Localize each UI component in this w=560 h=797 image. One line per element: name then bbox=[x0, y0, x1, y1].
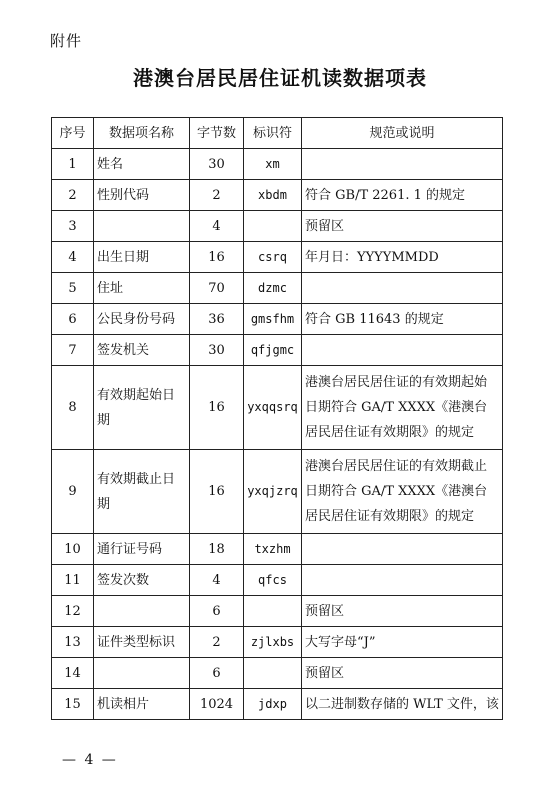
table-header-row bbox=[52, 118, 503, 149]
cell-item-name: 证件类型标识 bbox=[94, 627, 190, 658]
table-row bbox=[52, 534, 503, 565]
cell-item-name: 签发次数 bbox=[94, 565, 190, 596]
cell-bytes: 30 bbox=[190, 149, 244, 180]
cell-bytes: 70 bbox=[190, 273, 244, 304]
table-row bbox=[52, 596, 503, 627]
cell-note: 符合 GB 11643 的规定 bbox=[302, 304, 503, 335]
cell-bytes: 2 bbox=[190, 180, 244, 211]
column-header-id: 标识符 bbox=[244, 118, 302, 149]
cell-identifier: yxqqsrq bbox=[244, 366, 302, 450]
page-title: 港澳台居民居住证机读数据项表 bbox=[133, 66, 427, 90]
cell-bytes: 18 bbox=[190, 534, 244, 565]
cell-note: 港澳台居民居住证的有效期截止日期符合 GA/T XXXX《港澳台居民居住证有效期限》的规定 bbox=[302, 450, 503, 534]
cell-bytes: 4 bbox=[190, 565, 244, 596]
column-header-seq: 序号 bbox=[52, 118, 94, 149]
cell-note bbox=[302, 273, 503, 304]
cell-note: 港澳台居民居住证的有效期起始日期符合 GA/T XXXX《港澳台居民居住证有效期限》的规定 bbox=[302, 366, 503, 450]
cell-note: 符合 GB/T 2261. 1 的规定 bbox=[302, 180, 503, 211]
cell-seq: 14 bbox=[52, 658, 94, 689]
cell-bytes: 6 bbox=[190, 596, 244, 627]
cell-item-name bbox=[94, 658, 190, 689]
cell-identifier: yxqjzrq bbox=[244, 450, 302, 534]
cell-identifier bbox=[244, 596, 302, 627]
cell-identifier: csrq bbox=[244, 242, 302, 273]
cell-item-name: 姓名 bbox=[94, 149, 190, 180]
cell-bytes: 6 bbox=[190, 658, 244, 689]
cell-item-name: 性别代码 bbox=[94, 180, 190, 211]
table-row bbox=[52, 149, 503, 180]
cell-note: 年月日：YYYYMMDD bbox=[302, 242, 503, 273]
column-header-note: 规范或说明 bbox=[302, 118, 503, 149]
cell-identifier: gmsfhm bbox=[244, 304, 302, 335]
cell-identifier: xm bbox=[244, 149, 302, 180]
table-row bbox=[52, 335, 503, 366]
cell-bytes: 16 bbox=[190, 450, 244, 534]
cell-seq: 5 bbox=[52, 273, 94, 304]
cell-seq: 3 bbox=[52, 211, 94, 242]
column-header-bytes: 字节数 bbox=[190, 118, 244, 149]
table-row bbox=[52, 180, 503, 211]
cell-bytes: 30 bbox=[190, 335, 244, 366]
cell-identifier: qfjgmc bbox=[244, 335, 302, 366]
cell-bytes: 2 bbox=[190, 627, 244, 658]
cell-identifier: xbdm bbox=[244, 180, 302, 211]
cell-note: 预留区 bbox=[302, 658, 503, 689]
cell-note: 预留区 bbox=[302, 596, 503, 627]
cell-seq: 12 bbox=[52, 596, 94, 627]
cell-item-name bbox=[94, 211, 190, 242]
cell-seq: 15 bbox=[52, 689, 94, 720]
cell-identifier bbox=[244, 211, 302, 242]
cell-note: 以二进制数存储的 WLT 文件，该 bbox=[302, 689, 503, 720]
cell-seq: 8 bbox=[52, 366, 94, 450]
cell-item-name: 通行证号码 bbox=[94, 534, 190, 565]
cell-bytes: 4 bbox=[190, 211, 244, 242]
data-item-table bbox=[51, 117, 503, 720]
cell-bytes: 16 bbox=[190, 242, 244, 273]
cell-identifier: jdxp bbox=[244, 689, 302, 720]
table-row bbox=[52, 627, 503, 658]
table-row bbox=[52, 658, 503, 689]
cell-item-name: 签发机关 bbox=[94, 335, 190, 366]
cell-item-name: 住址 bbox=[94, 273, 190, 304]
table-row bbox=[52, 565, 503, 596]
table-row bbox=[52, 689, 503, 720]
cell-seq: 4 bbox=[52, 242, 94, 273]
cell-identifier: txzhm bbox=[244, 534, 302, 565]
cell-bytes: 36 bbox=[190, 304, 244, 335]
table-row bbox=[52, 211, 503, 242]
cell-note: 预留区 bbox=[302, 211, 503, 242]
page-number: — 4 — bbox=[62, 752, 118, 768]
table-body bbox=[52, 149, 503, 720]
cell-identifier: qfcs bbox=[244, 565, 302, 596]
cell-seq: 1 bbox=[52, 149, 94, 180]
cell-seq: 11 bbox=[52, 565, 94, 596]
cell-item-name: 有效期截止日期 bbox=[94, 450, 190, 534]
cell-identifier: dzmc bbox=[244, 273, 302, 304]
table-row bbox=[52, 273, 503, 304]
cell-seq: 7 bbox=[52, 335, 94, 366]
cell-identifier: zjlxbs bbox=[244, 627, 302, 658]
cell-seq: 6 bbox=[52, 304, 94, 335]
table-row bbox=[52, 366, 503, 450]
column-header-name: 数据项名称 bbox=[94, 118, 190, 149]
table-row bbox=[52, 242, 503, 273]
cell-seq: 9 bbox=[52, 450, 94, 534]
cell-note bbox=[302, 335, 503, 366]
cell-note bbox=[302, 565, 503, 596]
cell-item-name: 出生日期 bbox=[94, 242, 190, 273]
cell-bytes: 16 bbox=[190, 366, 244, 450]
cell-seq: 13 bbox=[52, 627, 94, 658]
attachment-label: 附件 bbox=[50, 32, 83, 50]
cell-note bbox=[302, 534, 503, 565]
cell-note: 大写字母“J” bbox=[302, 627, 503, 658]
cell-item-name bbox=[94, 596, 190, 627]
cell-seq: 2 bbox=[52, 180, 94, 211]
table-row bbox=[52, 450, 503, 534]
cell-item-name: 有效期起始日期 bbox=[94, 366, 190, 450]
cell-identifier bbox=[244, 658, 302, 689]
cell-note bbox=[302, 149, 503, 180]
cell-bytes: 1024 bbox=[190, 689, 244, 720]
cell-item-name: 公民身份号码 bbox=[94, 304, 190, 335]
cell-seq: 10 bbox=[52, 534, 94, 565]
table-row bbox=[52, 304, 503, 335]
cell-item-name: 机读相片 bbox=[94, 689, 190, 720]
